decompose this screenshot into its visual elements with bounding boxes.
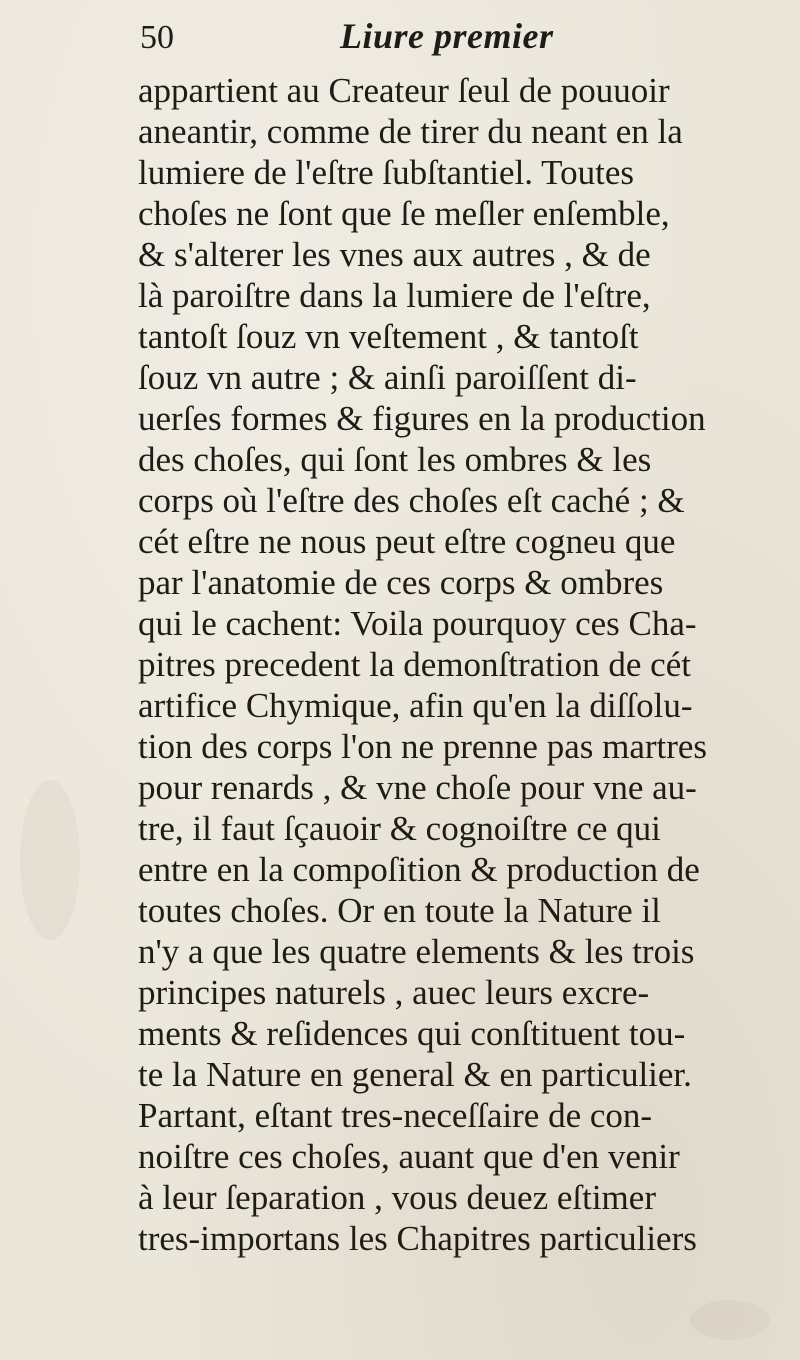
text-line: pitres precedent la demonſtration de cét: [138, 645, 691, 684]
text-line: & s'alterer les vnes aux autres , & de: [138, 235, 651, 274]
text-line: ſouz vn autre ; & ainſi paroiſſent di-: [138, 358, 637, 397]
page-number: 50: [140, 19, 174, 56]
text-line: tre, il faut ſçauoir & cognoiſtre ce qui: [138, 809, 661, 848]
text-line: cét eſtre ne nous peut eſtre cogneu que: [138, 522, 676, 561]
text-line: qui le cachent: Voila pourquoy ces Cha-: [138, 604, 697, 643]
running-head: Liure premier: [340, 16, 554, 56]
text-line: Partant, eſtant tres-neceſſaire de con-: [138, 1096, 653, 1135]
paper-stain: [690, 1300, 770, 1340]
text-line: uerſes formes & figures en la production: [138, 399, 706, 438]
text-line: toutes choſes. Or en toute la Nature il: [138, 891, 661, 930]
text-line: appartient au Createur ſeul de pouuoir: [138, 71, 670, 110]
text-line: corps où l'eſtre des choſes eſt caché ; &: [138, 481, 685, 520]
text-line: des choſes, qui ſont les ombres & les: [138, 440, 652, 479]
text-line: par l'anatomie de ces corps & ombres: [138, 563, 664, 602]
text-line: principes naturels , auec leurs excre-: [138, 973, 650, 1012]
text-line: entre en la compoſition & production de: [138, 850, 700, 889]
text-line: artifice Chymique, afin qu'en la diſſolu-: [138, 686, 693, 725]
text-line: aneantir, comme de tirer du neant en la: [138, 112, 683, 151]
text-line: lumiere de l'eſtre ſubſtantiel. Toutes: [138, 153, 634, 192]
text-line: n'y a que les quatre elements & les trois: [138, 932, 695, 971]
text-line: à leur ſeparation , vous deuez eſtimer: [138, 1178, 656, 1217]
text-line: choſes ne ſont que ſe meſler enſemble,: [138, 194, 670, 233]
text-line: tres-importans les Chapitres particuliers: [138, 1219, 697, 1258]
text-line: ments & reſidences qui conſtituent tou-: [138, 1014, 686, 1053]
text-line: noiſtre ces choſes, auant que d'en venir: [138, 1137, 680, 1176]
text-line: là paroiſtre dans la lumiere de l'eſtre,: [138, 276, 651, 315]
page-header: [140, 14, 660, 58]
paper-stain: [20, 780, 80, 940]
text-line: te la Nature en general & en particulier.: [138, 1055, 692, 1094]
body-text: [138, 70, 798, 1259]
text-line: tantoſt ſouz vn veſtement , & tantoſt: [138, 317, 639, 356]
text-line: tion des corps l'on ne prenne pas martres: [138, 727, 708, 766]
text-line: pour renards , & vne choſe pour vne au-: [138, 768, 697, 807]
